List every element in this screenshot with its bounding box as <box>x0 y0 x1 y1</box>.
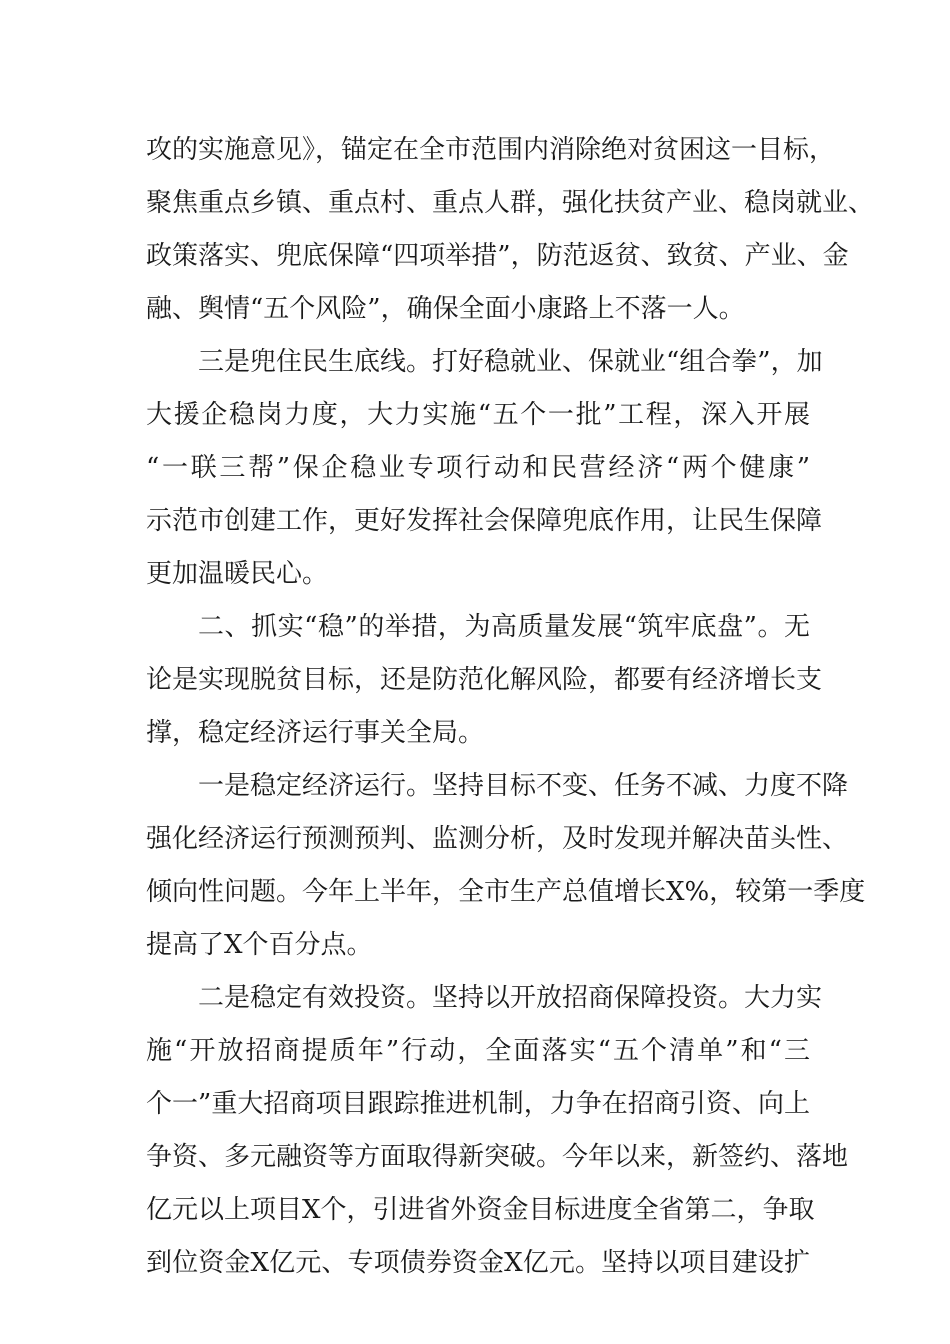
text-line: 政策落实、兜底保障“四项举措”，防范返贫、致贫、产业、金 <box>146 241 849 271</box>
text-line: 融、舆情“五个风险”，确保全面小康路上不落一人。 <box>146 294 745 324</box>
text-line: “一联三帮”保企稳业专项行动和民营经济“两个健康” <box>146 453 810 483</box>
text-line: 亿元以上项目X个，引进省外资金目标进度全省第二，争取 <box>146 1195 815 1225</box>
text-line: 攻的实施意见》，锚定在全市范围内消除绝对贫困这一目标， <box>146 135 836 165</box>
text-line: 到位资金X亿元、专项债券资金X亿元。坚持以项目建设扩 <box>146 1248 810 1278</box>
text-line: 论是实现脱贫目标，还是防范化解风险，都要有经济增长支 <box>146 665 823 695</box>
text-line: 倾向性问题。今年上半年，全市生产总值增长X%，较第一季度 <box>146 877 866 907</box>
paragraph-first-line: 一是稳定经济运行。坚持目标不变、任务不减、力度不降 <box>198 771 849 801</box>
text-line: 个一”重大招商项目跟踪推进机制，力争在招商引资、向上 <box>146 1089 810 1119</box>
paragraph-first-line: 二是稳定有效投资。坚持以开放招商保障投资。大力实 <box>198 983 823 1013</box>
text-line: 施“开放招商提质年”行动，全面落实“五个清单”和“三 <box>146 1036 810 1066</box>
text-line: 大援企稳岗力度，大力实施“五个一批”工程，深入开展 <box>146 400 810 430</box>
text-line: 聚焦重点乡镇、重点村、重点人群，强化扶贫产业、稳岗就业、 <box>146 188 875 218</box>
text-line: 提高了X个百分点。 <box>146 930 373 960</box>
text-line: 强化经济运行预测预判、监测分析，及时发现并解决苗头性、 <box>146 824 849 854</box>
paragraph-first-line: 三是兜住民生底线。打好稳就业、保就业“组合拳”，加 <box>198 347 823 377</box>
text-line: 更加温暖民心。 <box>146 559 329 589</box>
section-heading-line: 二、抓实“稳”的举措，为高质量发展“筑牢底盘”。无 <box>198 612 810 642</box>
text-line: 争资、多元融资等方面取得新突破。今年以来，新签约、落地 <box>146 1142 849 1172</box>
text-line: 示范市创建工作，更好发挥社会保障兜底作用，让民生保障 <box>146 506 823 536</box>
text-line: 撑，稳定经济运行事关全局。 <box>146 718 485 748</box>
